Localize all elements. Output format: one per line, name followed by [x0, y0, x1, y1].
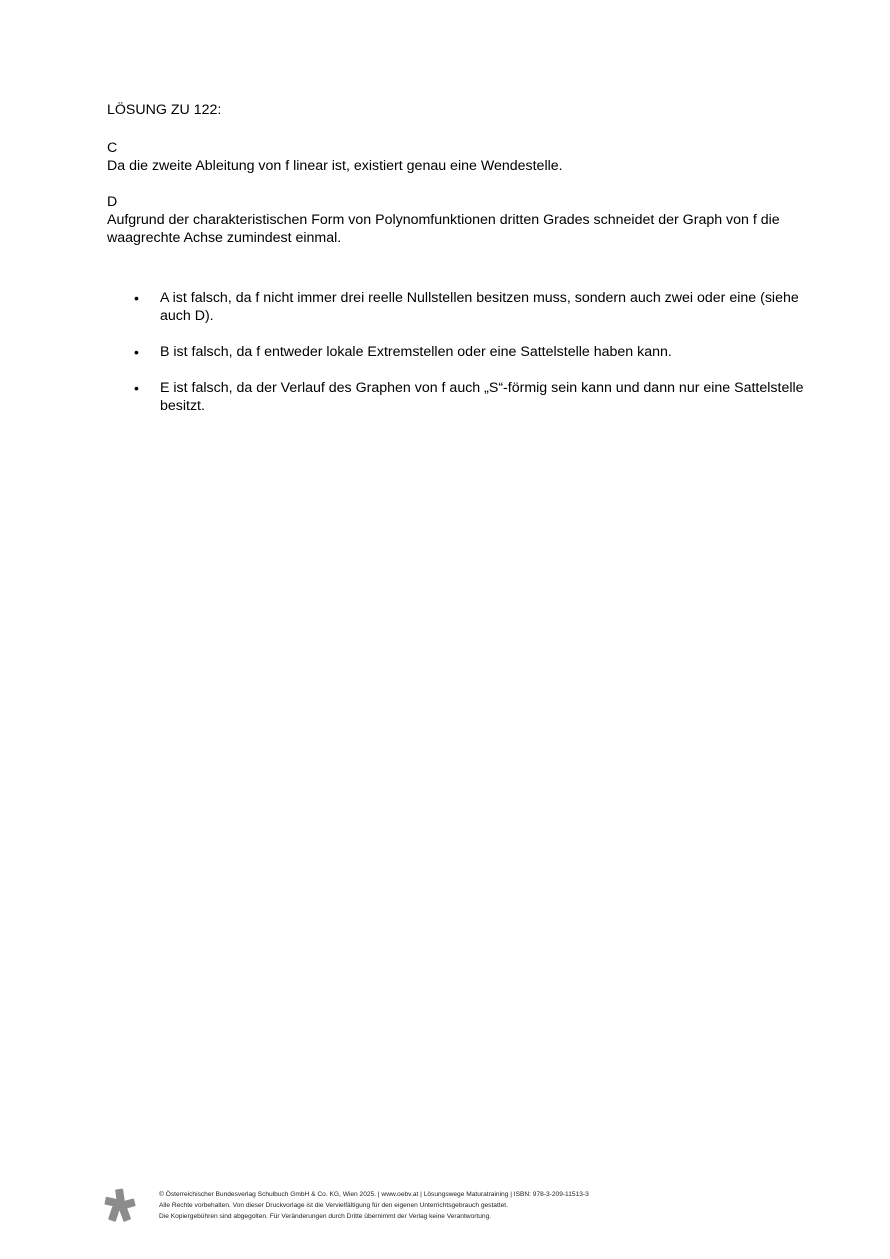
- answer-c: [107, 139, 827, 175]
- list-item-text: A ist falsch, da f nicht immer drei reelle Nullstellen besitzen muss, sondern auch zwei oder eine (siehe auch D).: [160, 290, 799, 324]
- list-item: [107, 289, 827, 325]
- bullet-icon: •: [134, 290, 139, 306]
- answer-letter: C: [107, 140, 118, 156]
- answer-d: [107, 193, 827, 247]
- list-item: [107, 379, 827, 415]
- list-item-text: E ist falsch, da der Verlauf des Graphen von f auch „S“-förmig sein kann und dann nur eine Sattelstelle besitzt.: [160, 380, 804, 414]
- list-item-text: B ist falsch, da f entweder lokale Extremstellen oder eine Sattelstelle haben kann.: [160, 344, 672, 360]
- answer-letter: D: [107, 194, 118, 210]
- bullet-icon: •: [134, 380, 139, 396]
- copyright-text: [159, 1189, 589, 1222]
- answer-text: Aufgrund der charakteristischen Form von Polynomfunktionen dritten Grades schneidet der Graph von f die waagrechte Achse zumindest einmal.: [107, 212, 780, 246]
- copyright-line: © Österreichischer Bundesverlag Schulbuch GmbH & Co. KG, Wien 2025. | www.oebv.at | Lösungswege Maturatraining | ISBN: 978-3-209-11513-3: [159, 1191, 589, 1198]
- bullet-icon: •: [134, 344, 139, 360]
- rights-line: Alle Rechte vorbehalten. Von dieser Druckvorlage ist die Vervielfältigung für den eigenen Unterrichtsgebrauch gestattet.: [159, 1202, 508, 1209]
- page-footer: [104, 1186, 824, 1226]
- oebv-asterisk-icon: [104, 1188, 136, 1222]
- answer-text: Da die zweite Ableitung von f linear ist, existiert genau eine Wendestelle.: [107, 158, 563, 174]
- fees-line: Die Kopiergebühren sind abgegolten. Für Veränderungen durch Dritte übernimmt der Verlag keine Verantwortung.: [159, 1213, 492, 1220]
- solution-content: [107, 101, 827, 433]
- solution-heading: LÖSUNG ZU 122:: [107, 102, 222, 118]
- explanation-list: [107, 289, 827, 415]
- list-item: [107, 343, 827, 361]
